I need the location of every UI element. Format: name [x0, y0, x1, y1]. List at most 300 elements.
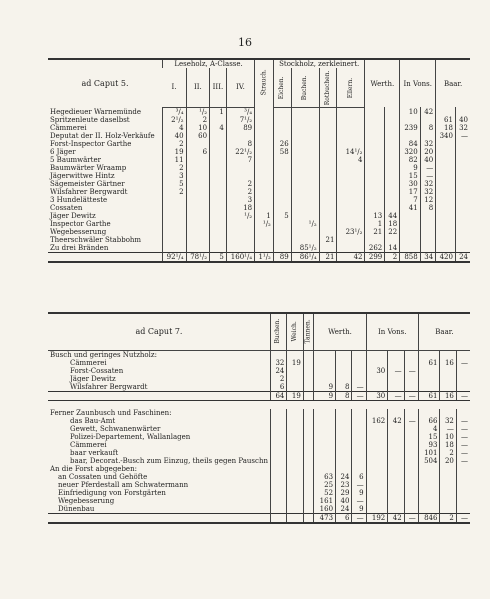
- row-label: 3 Hundelätteste: [50, 195, 108, 204]
- table-cell: [273, 244, 291, 253]
- table-cell: [287, 505, 303, 514]
- table-cell: [365, 172, 385, 180]
- empty-cell: [270, 465, 286, 473]
- table-cell: [388, 449, 404, 457]
- table-cell: [440, 367, 456, 375]
- table-cell: [291, 228, 319, 236]
- table-row: [48, 383, 470, 392]
- table-cell: [163, 196, 187, 204]
- table-cell: [404, 505, 418, 514]
- table-cell: [385, 180, 400, 188]
- table-cell: [319, 228, 337, 236]
- class-col-header: II.: [186, 68, 210, 107]
- table-cell: [404, 489, 418, 497]
- table-cell: [226, 132, 254, 140]
- table-cell: 1: [210, 107, 227, 116]
- table-cell: [186, 188, 210, 196]
- table-cell: [270, 425, 286, 433]
- table-cell: [314, 367, 336, 375]
- table-row: [48, 180, 470, 188]
- table-cell: —: [352, 497, 366, 505]
- table-cell: 21: [319, 236, 337, 244]
- table-cell: [273, 116, 291, 124]
- table-cell: [404, 497, 418, 505]
- table-cell: [291, 132, 319, 140]
- table-cell: [400, 228, 420, 236]
- section-title: Busch und geringes Nutzholz:: [50, 351, 157, 359]
- table-cell: [436, 164, 456, 172]
- table-cell: ¹/₂: [186, 107, 210, 116]
- table-cell: 21: [365, 228, 385, 236]
- table-cell: 340: [436, 132, 456, 140]
- empty-cell: [303, 465, 314, 473]
- table-cell: [365, 164, 385, 172]
- table-cell: 30: [366, 367, 388, 375]
- table-cell: [210, 148, 227, 156]
- table-cell: [210, 188, 227, 196]
- table-cell: [319, 172, 337, 180]
- table-cell: 32: [440, 417, 456, 425]
- empty-cell: [440, 465, 456, 473]
- total-cell: 192: [366, 514, 388, 524]
- table-cell: [270, 473, 286, 481]
- table-cell: 13: [365, 212, 385, 220]
- row-label: Cämmerei: [70, 441, 107, 449]
- table-cell: [186, 140, 210, 148]
- stock-col-header: Eichen.: [273, 68, 291, 107]
- table-cell: [337, 116, 365, 124]
- table-cell: [314, 441, 336, 449]
- table-cell: [385, 204, 400, 212]
- table-cell: [436, 220, 456, 228]
- table-cell: [336, 359, 352, 367]
- table-cell: [303, 383, 314, 392]
- table-cell: [337, 220, 365, 228]
- table-cell: [456, 473, 470, 481]
- table-cell: [366, 497, 388, 505]
- table-cell: [303, 497, 314, 505]
- table-cell: 2: [163, 140, 187, 148]
- table-cell: [163, 244, 187, 253]
- table-cell: [319, 212, 337, 220]
- table-cell: 63: [314, 473, 336, 481]
- table-cell: [336, 457, 352, 465]
- table-cell: —: [404, 417, 418, 425]
- table-cell: [186, 212, 210, 220]
- table-cell: [352, 417, 366, 425]
- table-cell: [314, 449, 336, 457]
- table-cell: [303, 425, 314, 433]
- table-cell: 12: [420, 196, 436, 204]
- table-cell: [319, 140, 337, 148]
- table-cell: [210, 236, 227, 244]
- table-cell: [366, 383, 388, 392]
- section-title-row: [48, 409, 470, 417]
- table-row: [48, 228, 470, 236]
- table-cell: [210, 212, 227, 220]
- table-cell: [163, 220, 187, 228]
- total-cell: 1¹/₂: [255, 252, 274, 262]
- table-cell: [226, 244, 254, 253]
- empty-cell: [404, 465, 418, 473]
- table-cell: [366, 441, 388, 449]
- empty-cell: [352, 465, 366, 473]
- section-title: Ferner Zaunbusch und Faschinen:: [50, 409, 172, 417]
- table-cell: [303, 457, 314, 465]
- row-label: Hegedieuer Warnemünde: [50, 107, 141, 116]
- table-cell: [319, 164, 337, 172]
- table-cell: [418, 367, 440, 375]
- table-cell: [436, 196, 456, 204]
- total-cell: —: [352, 392, 366, 401]
- table-row: [48, 375, 470, 383]
- strauch-header: Strauch.: [255, 59, 274, 107]
- table-cell: [400, 244, 420, 253]
- table-cell: —: [352, 383, 366, 392]
- table-cell: 66: [418, 417, 440, 425]
- table-cell: 40: [163, 132, 187, 140]
- empty-cell: [404, 351, 418, 360]
- empty-cell: [418, 409, 440, 417]
- table-cell: 32: [420, 188, 436, 196]
- table-cell: 162: [366, 417, 388, 425]
- table-cell: —: [388, 367, 404, 375]
- table-cell: [436, 236, 456, 244]
- empty-cell: [314, 465, 336, 473]
- spacer-row: [48, 401, 470, 410]
- table-cell: 6: [270, 383, 286, 392]
- total-cell: [303, 392, 314, 401]
- empty-cell: [287, 465, 303, 473]
- table-cell: [404, 449, 418, 457]
- table-cell: [366, 457, 388, 465]
- total-cell: 2: [440, 514, 456, 524]
- row-label: Jägerwittwe Hintz: [50, 171, 115, 180]
- baar-header: Baar.: [436, 59, 470, 107]
- table-cell: [255, 180, 274, 188]
- table-cell: [319, 107, 337, 116]
- table-row: [48, 441, 470, 449]
- table-cell: [210, 204, 227, 212]
- table-cell: [303, 433, 314, 441]
- table-cell: [255, 107, 274, 116]
- table-cell: [270, 489, 286, 497]
- table-cell: [273, 204, 291, 212]
- table-cell: ¹/₂: [291, 220, 319, 228]
- table-cell: [273, 188, 291, 196]
- table-cell: [319, 148, 337, 156]
- row-label: Dünenbau: [58, 505, 95, 513]
- table-cell: [388, 481, 404, 489]
- table-cell: [287, 457, 303, 465]
- table-cell: [418, 481, 440, 489]
- total-cell: 19: [287, 392, 303, 401]
- table-cell: [404, 375, 418, 383]
- section-title-row: [48, 465, 470, 473]
- table-row: [48, 417, 470, 425]
- table-cell: 4: [337, 156, 365, 164]
- row-label: Cossaten: [50, 203, 83, 212]
- empty-cell: [303, 351, 314, 360]
- table-cell: [404, 383, 418, 392]
- total-cell: 846: [418, 514, 440, 524]
- table-cell: [420, 132, 436, 140]
- table-cell: 1: [365, 220, 385, 228]
- table-row: [48, 367, 470, 375]
- caput-5-caption: ad Caput 5.: [81, 78, 129, 88]
- stock-col-header: Rotbuchen.: [319, 68, 337, 107]
- empty-cell: [287, 409, 303, 417]
- table-cell: [404, 481, 418, 489]
- table-cell: [436, 180, 456, 188]
- row-label: baar verkauft: [70, 449, 119, 457]
- table-cell: [226, 236, 254, 244]
- table-cell: [291, 148, 319, 156]
- table-cell: [287, 489, 303, 497]
- table-cell: [385, 236, 400, 244]
- total-cell: 2: [385, 252, 400, 262]
- table-cell: 2: [440, 449, 456, 457]
- table-cell: —: [456, 449, 470, 457]
- table-cell: [388, 433, 404, 441]
- table-row: [48, 425, 470, 433]
- table-cell: [352, 433, 366, 441]
- table-cell: 6: [186, 148, 210, 156]
- tannen-header: Tannen.: [303, 313, 314, 351]
- empty-cell: [303, 409, 314, 417]
- table-cell: —: [440, 425, 456, 433]
- table-cell: 32: [270, 359, 286, 367]
- table-cell: [365, 236, 385, 244]
- row-label: Forst-Cossaten: [70, 367, 124, 375]
- table-cell: 24: [336, 473, 352, 481]
- table-cell: [270, 441, 286, 449]
- table-row: [48, 164, 470, 172]
- table-cell: [186, 220, 210, 228]
- table-cell: [385, 164, 400, 172]
- table-cell: 160: [314, 505, 336, 514]
- table-cell: 84: [400, 140, 420, 148]
- table-cell: 2¹/₂: [163, 116, 187, 124]
- table-cell: 7¹/₂: [226, 116, 254, 124]
- table-cell: [404, 473, 418, 481]
- table-cell: [385, 107, 400, 116]
- table-cell: [287, 417, 303, 425]
- table-cell: [440, 481, 456, 489]
- table-cell: 9: [352, 489, 366, 497]
- total-cell: 92¹/₄: [163, 252, 187, 262]
- empty-cell: [366, 409, 388, 417]
- table-cell: [337, 212, 365, 220]
- table-cell: [365, 132, 385, 140]
- table-cell: [365, 180, 385, 188]
- table-cell: [303, 367, 314, 375]
- section-title-row: [48, 351, 470, 360]
- table-cell: [287, 449, 303, 457]
- table-cell: [436, 140, 456, 148]
- table-cell: [226, 228, 254, 236]
- table-cell: [337, 204, 365, 212]
- row-label: Theerschwäler Stabbohm: [50, 235, 142, 244]
- table-cell: [366, 433, 388, 441]
- table-cell: 85¹/₂: [291, 244, 319, 253]
- section-title: An die Forst abgegeben:: [50, 465, 137, 473]
- table-cell: [210, 196, 227, 204]
- total-cell: 64: [270, 392, 286, 401]
- row-label: Baumwärter Wraamp: [50, 163, 127, 172]
- empty-cell: [388, 409, 404, 417]
- stockholz-header: Stockholz, zerkleinert.: [273, 59, 365, 68]
- table-cell: 1: [255, 212, 274, 220]
- table-cell: [255, 132, 274, 140]
- table-cell: [210, 164, 227, 172]
- table-cell: [319, 244, 337, 253]
- total-cell: —: [388, 392, 404, 401]
- class-col-header: IV.: [226, 68, 254, 107]
- table-cell: 4: [210, 124, 227, 132]
- table-cell: 15: [400, 172, 420, 180]
- table-cell: [291, 164, 319, 172]
- row-label: neuer Pferdestall am Schwatermann: [58, 481, 189, 489]
- table-row: [48, 359, 470, 367]
- table-cell: [319, 124, 337, 132]
- table-cell: 19: [287, 359, 303, 367]
- total-cell: 86¹/₄: [291, 252, 319, 262]
- table-cell: [418, 489, 440, 497]
- table-cell: [319, 180, 337, 188]
- table-cell: [226, 172, 254, 180]
- table-cell: [186, 196, 210, 204]
- table-cell: [455, 188, 470, 196]
- row-label: Cämmerei: [50, 123, 87, 132]
- table-cell: [186, 236, 210, 244]
- table-cell: [303, 449, 314, 457]
- empty-cell: [456, 409, 470, 417]
- total-cell: 858: [400, 252, 420, 262]
- table-cell: [319, 116, 337, 124]
- table-cell: [319, 188, 337, 196]
- table-cell: [255, 204, 274, 212]
- table-cell: [385, 196, 400, 204]
- table-cell: 42: [388, 417, 404, 425]
- table-cell: 40: [455, 116, 470, 124]
- table-cell: [287, 481, 303, 489]
- table-cell: [456, 375, 470, 383]
- table-cell: ³/₄: [226, 107, 254, 116]
- table-cell: [255, 244, 274, 253]
- table-cell: [366, 505, 388, 514]
- table-cell: [388, 359, 404, 367]
- table-cell: [404, 457, 418, 465]
- empty-cell: [287, 351, 303, 360]
- empty-cell: [440, 409, 456, 417]
- table-cell: [291, 172, 319, 180]
- table-cell: 15: [418, 433, 440, 441]
- table-cell: 44: [385, 212, 400, 220]
- table-cell: ³/₄: [163, 107, 187, 116]
- row-label: Inspector Garthe: [50, 219, 111, 228]
- table-cell: [186, 180, 210, 188]
- table-cell: [440, 505, 456, 514]
- table-row: [48, 156, 470, 164]
- table-row: [48, 505, 470, 514]
- table-row: [48, 212, 470, 220]
- table-row: [48, 204, 470, 212]
- table-cell: 24: [336, 505, 352, 514]
- row-label: Zu drei Bränden: [50, 243, 109, 252]
- table-cell: [455, 204, 470, 212]
- table-cell: —: [456, 359, 470, 367]
- table-cell: [319, 132, 337, 140]
- table-cell: [455, 148, 470, 156]
- table-cell: —: [352, 481, 366, 489]
- empty-cell: [388, 465, 404, 473]
- table-cell: 320: [400, 148, 420, 156]
- table-cell: 9: [314, 383, 336, 392]
- table-cell: ¹/₂: [255, 220, 274, 228]
- table-cell: 24: [270, 367, 286, 375]
- table-cell: 29: [336, 489, 352, 497]
- table-cell: 58: [273, 148, 291, 156]
- table-cell: 18: [385, 220, 400, 228]
- row-label: Sägemeister Gärtner: [50, 179, 125, 188]
- table-cell: [385, 140, 400, 148]
- table-cell: 9: [352, 505, 366, 514]
- table-cell: 10: [186, 124, 210, 132]
- table-cell: 19: [163, 148, 187, 156]
- table-cell: [291, 116, 319, 124]
- table-cell: 239: [400, 124, 420, 132]
- table-cell: [352, 367, 366, 375]
- table-cell: 3: [226, 196, 254, 204]
- empty-cell: [388, 351, 404, 360]
- total-cell: 16: [440, 392, 456, 401]
- row-label: Jäger Dewitz: [70, 375, 116, 383]
- table-cell: [352, 359, 366, 367]
- table-cell: [255, 116, 274, 124]
- table-cell: [400, 116, 420, 124]
- table-cell: 8: [226, 140, 254, 148]
- table-cell: [337, 124, 365, 132]
- table-cell: [388, 489, 404, 497]
- table-cell: [388, 441, 404, 449]
- table-cell: [388, 383, 404, 392]
- table-cell: [226, 220, 254, 228]
- table-cell: [337, 188, 365, 196]
- table-cell: [366, 449, 388, 457]
- table-cell: —: [456, 457, 470, 465]
- table-cell: [365, 148, 385, 156]
- table-cell: [255, 188, 274, 196]
- class-col-header: III.: [210, 68, 227, 107]
- table-cell: [385, 132, 400, 140]
- row-label: an Cossaten und Gehöfte: [58, 473, 148, 481]
- table-cell: 4: [163, 124, 187, 132]
- table-cell: [210, 220, 227, 228]
- table-cell: [400, 236, 420, 244]
- table-cell: [436, 188, 456, 196]
- table-cell: 22¹/₂: [226, 148, 254, 156]
- table-cell: [273, 228, 291, 236]
- table-cell: [270, 505, 286, 514]
- table-cell: [186, 228, 210, 236]
- total-cell: 89: [273, 252, 291, 262]
- table-cell: [404, 359, 418, 367]
- empty-cell: [314, 351, 336, 360]
- table-cell: —: [456, 425, 470, 433]
- total-cell: 30: [366, 392, 388, 401]
- table-cell: [303, 441, 314, 449]
